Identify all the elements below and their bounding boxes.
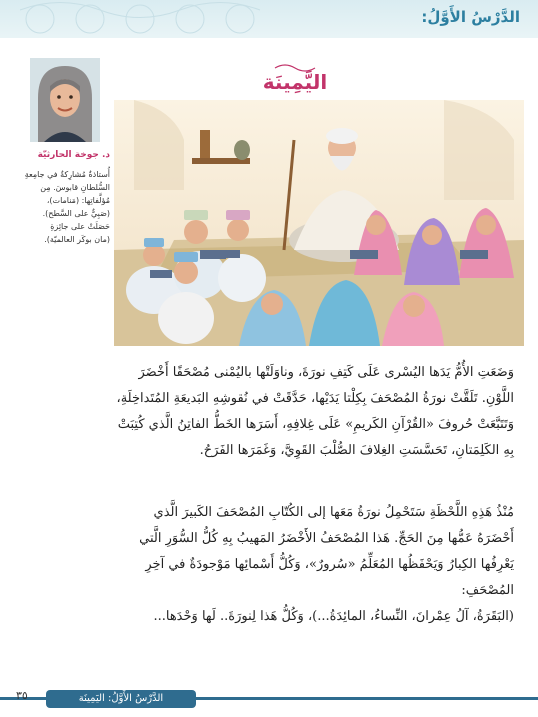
paragraph-1 xyxy=(18,360,514,464)
classroom-illustration xyxy=(114,100,524,346)
text-line: المُصْحَفِ: xyxy=(461,583,514,598)
paragraph-2 xyxy=(18,500,514,630)
text-line: بِهِ الكَلِمَتانِ، تَحَسَّسَتِ الغِلافَ الصُّلْبَ القَوِيَّ، وَغَمَرَها الفَرَحُ. xyxy=(199,443,514,458)
text-line: مُنْذُ هَذِهِ اللَّحْظَةِ سَتَحْمِلُ نورَةُ مَعَها إلى الكُتّابِ المُصْحَفَ الكَبيرَ الَّذي xyxy=(153,505,514,520)
header-band xyxy=(0,0,538,38)
author-bio-line: أُستاذةٌ مُشارِكةٌ في جامِعةِ xyxy=(24,170,110,179)
author-bio xyxy=(18,168,110,246)
author-bio-line: السُّلطانِ قابوسَ. مِن xyxy=(40,183,110,192)
text-line: اللَّوْنِ. تَلَقَّتْ نورَةُ المُصْحَفَ بِكِلْتا يَدَيْها، حَدَّقَتْ في نُقوشِهِ البَديعَةِ المُتَداخِلَةِ، xyxy=(116,391,514,406)
header-ornament xyxy=(0,0,300,38)
text-line: أَحْضَرَهُ عَمُّها مِنَ الحَجِّ. هَذا المُصْحَفُ الأَخْضَرُ المَهيبُ بِهِ كُلُّ السُّوَرِ الَّتي xyxy=(139,531,514,546)
story-title: اليَّمِينَة xyxy=(262,70,328,94)
text-line: (البَقَرَةُ، آلُ عِمْرانَ، النِّساءُ، المائِدَةُ...)، وَكُلُّ هَذا لِنورَةَ.. لَها وَحْدَها... xyxy=(153,609,514,624)
author-photo xyxy=(30,58,100,142)
lesson-header-title: الدَّرْسُ الأَوَّلُ: xyxy=(421,8,520,26)
author-box xyxy=(22,58,114,298)
footer-lesson-label: الدَّرْسُ الأَوَّلُ: اليَمِينَة xyxy=(46,690,196,708)
author-bio-line: (مان بوكَر العالميّة). xyxy=(44,235,110,244)
text-line: وَتَتَبَّعَتْ حُروفَ «القُرْآنِ الكَريمِ» عَلَى غِلافِهِ، أَسَرَها الخَطُّ الفاتِنُ الَّذي كُتِبَتْ xyxy=(117,417,514,432)
author-bio-line: (صَبِيٌّ على السَّطح). xyxy=(42,209,110,218)
page-number: ٣٥ xyxy=(16,689,28,702)
author-bio-line: مُؤلَّفاتِها: (مَنامات)، xyxy=(46,196,110,205)
author-bio-line: حَصَلَتْ على جائِزةِ xyxy=(50,222,110,231)
text-line: وَضَعَتِ الأُمُّ يَدَها اليُسْرى عَلَى كَتِفِ نورَةَ، وناوَلَتْها باليُمْنى مُصْحَفًا أَخْضَرَ xyxy=(138,365,514,380)
text-line: يَعْرِفُها الكِبارُ وَيَحْفَظُها المُعَلِّمُ «سُرورٌ»، وَكُلُّ أَسْمائِها مَوْجودَةٌ في آخِرِ xyxy=(145,557,514,572)
author-name: د. جوخة الحارثيّة xyxy=(37,150,110,160)
